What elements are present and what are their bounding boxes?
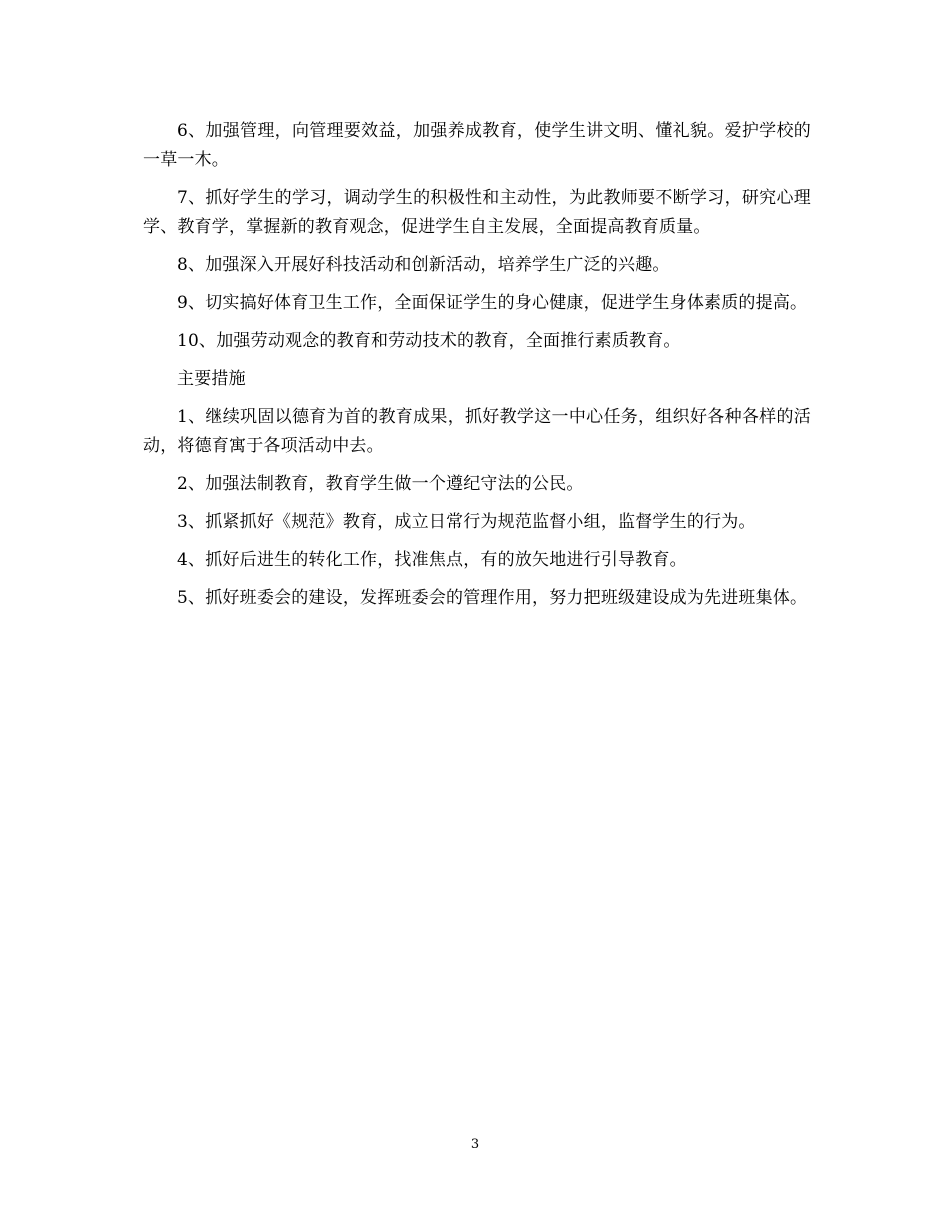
- page-number: 3: [470, 1137, 480, 1152]
- measure-item-5: 5、抓好班委会的建设，发挥班委会的管理作用，努力把班级建设成为先进班集体。: [177, 588, 808, 608]
- measure-item-4: 4、抓好后进生的转化工作，找准焦点，有的放矢地进行引导教育。: [177, 550, 687, 570]
- measure-item-2: 2、加强法制教育，教育学生做一个遵纪守法的公民。: [177, 474, 584, 494]
- document-body: [143, 117, 811, 622]
- paragraph-item-6: 6、加强管理，向管理要效益，加强养成教育，使学生讲文明、懂礼貌。爱护学校的一草一木。: [143, 121, 811, 170]
- measure-item-3: 3、抓紧抓好《规范》教育，成立日常行为规范监督小组，监督学生的行为。: [177, 512, 756, 532]
- section-heading-main-measures: 主要措施: [177, 369, 246, 389]
- paragraph-item-9: 9、切实搞好体育卫生工作，全面保证学生的身心健康，促进学生身体素质的提高。: [177, 293, 808, 313]
- paragraph-item-8: 8、加强深入开展好科技活动和创新活动，培养学生广泛的兴趣。: [177, 255, 670, 275]
- measure-item-1: 1、继续巩固以德育为首的教育成果，抓好教学这一中心任务，组织好各种各样的活动，将德育寓于各项活动中去。: [143, 407, 811, 456]
- paragraph-item-10: 10、加强劳动观念的教育和劳动技术的教育，全面推行素质教育。: [177, 331, 681, 351]
- paragraph-item-7: 7、抓好学生的学习，调动学生的积极性和主动性，为此教师要不断学习，研究心理学、教育学，掌握新的教育观念，促进学生自主发展，全面提高教育质量。: [143, 188, 811, 237]
